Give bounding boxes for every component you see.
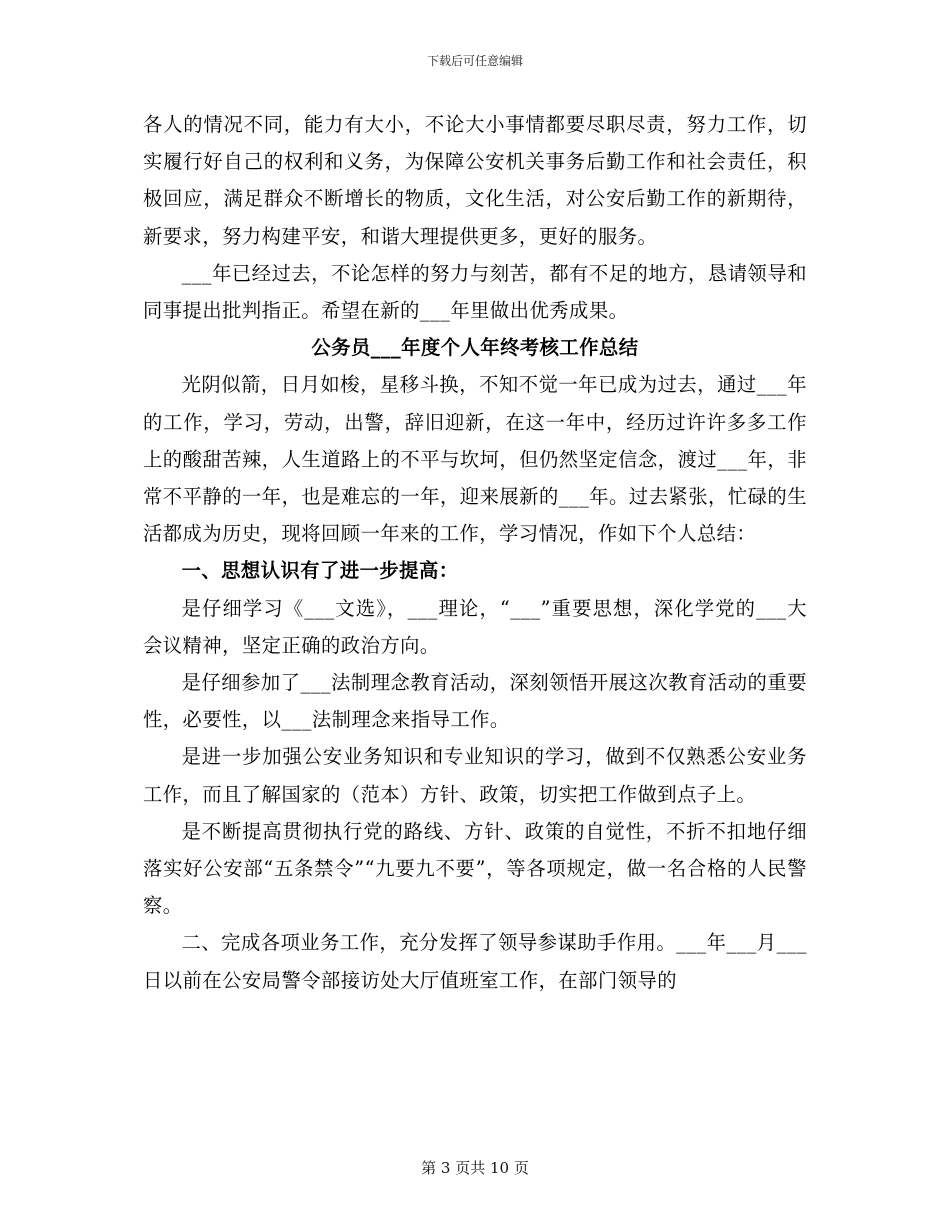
section-title: 公务员___年度个人年终考核工作总结 xyxy=(311,336,639,360)
paragraph-8: 二、完成各项业务工作，充分发挥了领导参谋助手作用。___年___月___日以前在公安局警令部接访处大厅值班室工作，在部门领导的 xyxy=(143,931,807,992)
paragraph-6: 是进一步加强公安业务知识和专业知识的学习，做到不仅熟悉公安业务工作，而且了解国家的（范本）方针、政策，切实把工作做到点子上。 xyxy=(143,745,807,806)
paragraph-2: ___年已经过去，不论怎样的努力与刻苦，都有不足的地方，恳请领导和同事提出批判指正。希望在新的___年里做出优秀成果。 xyxy=(143,261,807,323)
paragraph-1: 各人的情况不同，能力有大小，不论大小事情都要尽职尽责，努力工作，切实履行好自己的权利和义务，为保障公安机关事务后勤工作和社会责任，积极回应，满足群众不断增长的物质，文化生活，对公安后勤工作的新期待，新要求，努力构建平安，和谐大理提供更多，更好的服务。 xyxy=(143,113,807,248)
paragraph-3: 光阴似箭，日月如梭，星移斗换，不知不觉一年已成为过去，通过___年的工作，学习，劳动，出警，辞旧迎新，在这一年中，经历过许许多多工作上的酸甜苦辣，人生道路上的不平与坎坷，但仍然坚定信念，渡过___年，非常不平静的一年，也是难忘的一年，迎来展新的___年。过去紧张，忙碌的生活都成为历史，现将回顾一年来的工作，学习情况，作如下个人总结： xyxy=(143,373,807,546)
heading-1: 一、思想认识有了进一步提高： xyxy=(181,559,459,583)
paragraph-4: 是仔细学习《___文选》，___理论，“___”重要思想，深化学党的___大会议精神，坚定正确的政治方向。 xyxy=(143,596,807,657)
paragraph-7: 是不断提高贯彻执行党的路线、方针、政策的自觉性，不折不扣地仔细落实好公安部“五条禁令”“九要九不要”，等各项规定，做一名合格的人民警察。 xyxy=(143,819,807,918)
page-footer: 第 3 页共 10 页 xyxy=(421,1159,529,1177)
document-body xyxy=(143,106,807,999)
paragraph-5: 是仔细参加了___法制理念教育活动，深刻领悟开展这次教育活动的重要性，必要性，以___法制理念来指导工作。 xyxy=(143,671,807,732)
page-header: 下载后可任意编辑 xyxy=(426,54,523,68)
